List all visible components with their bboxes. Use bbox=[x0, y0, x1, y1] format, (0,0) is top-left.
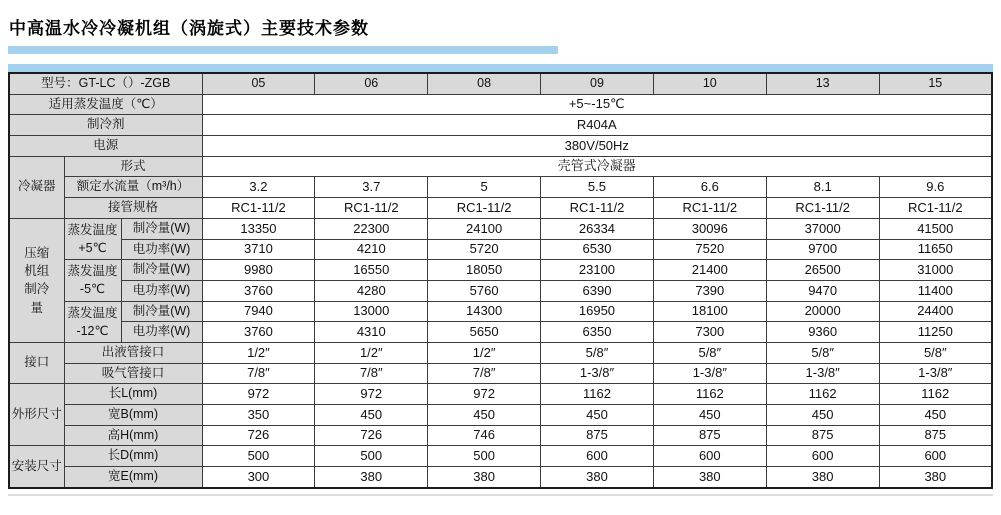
value-cell: 23100 bbox=[541, 260, 654, 281]
value-cell: 380 bbox=[766, 467, 879, 488]
table-row bbox=[9, 280, 992, 301]
value-cell: 11400 bbox=[879, 280, 992, 301]
model-header-cell: 13 bbox=[766, 73, 879, 94]
value-cell: 500 bbox=[428, 446, 541, 467]
value-cell: 972 bbox=[428, 384, 541, 405]
section-label-condenser: 冷凝器 bbox=[9, 156, 64, 218]
value-cell: 500 bbox=[202, 446, 315, 467]
value-cell: 746 bbox=[428, 425, 541, 446]
row-label-suction-pipe: 吸气管接口 bbox=[64, 363, 202, 384]
value-cell: 500 bbox=[315, 446, 428, 467]
value-cell: 11250 bbox=[879, 322, 992, 343]
value-cell: 1162 bbox=[766, 384, 879, 405]
value-cell: RC1-11/2 bbox=[541, 198, 654, 219]
value-cell: 26500 bbox=[766, 260, 879, 281]
table-row bbox=[9, 384, 992, 405]
value-cell: 5650 bbox=[428, 322, 541, 343]
value-cell: 9700 bbox=[766, 239, 879, 260]
value-cell: 37000 bbox=[766, 218, 879, 239]
value-cell: 3.2 bbox=[202, 177, 315, 198]
model-header-cell: 08 bbox=[428, 73, 541, 94]
model-header-cell: 06 bbox=[315, 73, 428, 94]
value-cell: 22300 bbox=[315, 218, 428, 239]
value-cell: 600 bbox=[766, 446, 879, 467]
value-cell: 16550 bbox=[315, 260, 428, 281]
spec-table bbox=[8, 72, 993, 489]
value-cell: 875 bbox=[879, 425, 992, 446]
value-cell: 7300 bbox=[653, 322, 766, 343]
value-cell: 380 bbox=[541, 467, 654, 488]
value-cell: 8.1 bbox=[766, 177, 879, 198]
value-cell: 450 bbox=[879, 405, 992, 426]
value-cell: 11650 bbox=[879, 239, 992, 260]
section-label-compressor-cooling-capacity: 压缩 机组 制冷 量 bbox=[9, 218, 64, 342]
value-cell: 4280 bbox=[315, 280, 428, 301]
page-title: 中高温水冷冷凝机组（涡旋式）主要技术参数 bbox=[9, 19, 369, 38]
value-cell: 5/8″ bbox=[879, 342, 992, 363]
value-cell: 6530 bbox=[541, 239, 654, 260]
row-label-cooling-capacity: 制冷量(W) bbox=[121, 301, 202, 322]
value-cell: 4210 bbox=[315, 239, 428, 260]
value-cell: 7/8″ bbox=[428, 363, 541, 384]
row-label-evap-minus5: 蒸发温度 -5℃ bbox=[64, 260, 121, 301]
value-cell: 20000 bbox=[766, 301, 879, 322]
value-cell: 3760 bbox=[202, 280, 315, 301]
value-cell: 21400 bbox=[653, 260, 766, 281]
value-cell: 9470 bbox=[766, 280, 879, 301]
value-cell: 13350 bbox=[202, 218, 315, 239]
value-cell: 18100 bbox=[653, 301, 766, 322]
value-cell: 6350 bbox=[541, 322, 654, 343]
value-cell: 7520 bbox=[653, 239, 766, 260]
value-cell: 7390 bbox=[653, 280, 766, 301]
value-cell: 380 bbox=[315, 467, 428, 488]
value-cell: 1162 bbox=[541, 384, 654, 405]
row-label-power-supply: 电源 bbox=[9, 136, 202, 157]
value-cell: 14300 bbox=[428, 301, 541, 322]
value-cell: 1/2″ bbox=[315, 342, 428, 363]
table-row bbox=[9, 136, 992, 157]
value-cell: 300 bbox=[202, 467, 315, 488]
value-cell: 5.5 bbox=[541, 177, 654, 198]
model-series-label-cell: 型号：GT-LC（）-ZGB bbox=[9, 73, 202, 94]
table-row bbox=[9, 405, 992, 426]
row-label-condenser-type: 形式 bbox=[64, 156, 202, 177]
row-label-refrigerant: 制冷剂 bbox=[9, 115, 202, 136]
row-label-electric-power: 电功率(W) bbox=[121, 239, 202, 260]
row-label-height-h: 高H(mm) bbox=[64, 425, 202, 446]
value-cell: 24100 bbox=[428, 218, 541, 239]
value-cell: 972 bbox=[202, 384, 315, 405]
row-label-electric-power: 电功率(W) bbox=[121, 280, 202, 301]
row-label-liquid-outlet: 出液管接口 bbox=[64, 342, 202, 363]
table-row bbox=[9, 239, 992, 260]
table-top-accent-bar bbox=[8, 64, 993, 72]
value-cell: 1-3/8″ bbox=[766, 363, 879, 384]
value-cell: 16950 bbox=[541, 301, 654, 322]
table-row bbox=[9, 363, 992, 384]
value-cell: RC1-11/2 bbox=[315, 198, 428, 219]
value-cell: 5 bbox=[428, 177, 541, 198]
value-cell: 1162 bbox=[653, 384, 766, 405]
table-row bbox=[9, 94, 992, 115]
table-row bbox=[9, 177, 992, 198]
value-condenser-type: 壳管式冷凝器 bbox=[202, 156, 992, 177]
value-cell: 726 bbox=[315, 425, 428, 446]
value-cell: 7/8″ bbox=[315, 363, 428, 384]
value-cell: 450 bbox=[315, 405, 428, 426]
row-label-width-b: 宽B(mm) bbox=[64, 405, 202, 426]
value-cell: RC1-11/2 bbox=[766, 198, 879, 219]
value-cell: 1-3/8″ bbox=[541, 363, 654, 384]
value-cell: 9.6 bbox=[879, 177, 992, 198]
value-cell: 600 bbox=[653, 446, 766, 467]
value-cell: 5/8″ bbox=[541, 342, 654, 363]
model-header-cell: 05 bbox=[202, 73, 315, 94]
table-row bbox=[9, 198, 992, 219]
value-power-supply: 380V/50Hz bbox=[202, 136, 992, 157]
table-row bbox=[9, 425, 992, 446]
row-label-length-d: 长D(mm) bbox=[64, 446, 202, 467]
value-cell: 600 bbox=[879, 446, 992, 467]
title-underline-bar bbox=[8, 46, 558, 54]
row-label-length-l: 长L(mm) bbox=[64, 384, 202, 405]
value-cell: RC1-11/2 bbox=[428, 198, 541, 219]
value-evap-temp-range: +5~-15℃ bbox=[202, 94, 992, 115]
value-cell: 875 bbox=[541, 425, 654, 446]
table-row bbox=[9, 342, 992, 363]
value-cell: 1/2″ bbox=[202, 342, 315, 363]
value-cell: 726 bbox=[202, 425, 315, 446]
value-cell: 5760 bbox=[428, 280, 541, 301]
row-label-evap-plus5: 蒸发温度 +5℃ bbox=[64, 218, 121, 259]
value-cell: 450 bbox=[428, 405, 541, 426]
value-cell: 3760 bbox=[202, 322, 315, 343]
value-cell: 972 bbox=[315, 384, 428, 405]
value-cell: 13000 bbox=[315, 301, 428, 322]
value-cell: 3.7 bbox=[315, 177, 428, 198]
value-cell: 3710 bbox=[202, 239, 315, 260]
value-cell: 350 bbox=[202, 405, 315, 426]
value-cell: 31000 bbox=[879, 260, 992, 281]
table-row bbox=[9, 322, 992, 343]
value-cell: 450 bbox=[541, 405, 654, 426]
value-cell: 26334 bbox=[541, 218, 654, 239]
value-cell: 875 bbox=[653, 425, 766, 446]
value-cell: 600 bbox=[541, 446, 654, 467]
value-cell: 9360 bbox=[766, 322, 879, 343]
table-row bbox=[9, 73, 992, 94]
section-label-connections: 接口 bbox=[9, 342, 64, 383]
value-cell: 30096 bbox=[653, 218, 766, 239]
value-cell: 7/8″ bbox=[202, 363, 315, 384]
row-label-evap-minus12: 蒸发温度 -12℃ bbox=[64, 301, 121, 342]
table-bottom-shadow bbox=[8, 494, 993, 496]
row-label-pipe-spec: 接管规格 bbox=[64, 198, 202, 219]
row-label-evap-temp-range: 适用蒸发温度（℃） bbox=[9, 94, 202, 115]
value-cell: RC1-11/2 bbox=[653, 198, 766, 219]
value-cell: 18050 bbox=[428, 260, 541, 281]
table-row bbox=[9, 156, 992, 177]
value-cell: 380 bbox=[428, 467, 541, 488]
value-cell: 450 bbox=[766, 405, 879, 426]
section-label-installation-dimensions: 安装尺寸 bbox=[9, 446, 64, 488]
value-cell: 1162 bbox=[879, 384, 992, 405]
value-cell: RC1-11/2 bbox=[202, 198, 315, 219]
value-cell: 5/8″ bbox=[766, 342, 879, 363]
value-cell: 1-3/8″ bbox=[879, 363, 992, 384]
value-cell: 41500 bbox=[879, 218, 992, 239]
row-label-cooling-capacity: 制冷量(W) bbox=[121, 260, 202, 281]
model-header-cell: 15 bbox=[879, 73, 992, 94]
table-row bbox=[9, 467, 992, 488]
table-row bbox=[9, 260, 992, 281]
value-refrigerant: R404A bbox=[202, 115, 992, 136]
value-cell: 1/2″ bbox=[428, 342, 541, 363]
value-cell: 380 bbox=[653, 467, 766, 488]
value-cell: RC1-11/2 bbox=[879, 198, 992, 219]
value-cell: 6.6 bbox=[653, 177, 766, 198]
value-cell: 1-3/8″ bbox=[653, 363, 766, 384]
value-cell: 380 bbox=[879, 467, 992, 488]
value-cell: 5720 bbox=[428, 239, 541, 260]
model-header-cell: 10 bbox=[653, 73, 766, 94]
row-label-width-e: 宽E(mm) bbox=[64, 467, 202, 488]
spec-table-body bbox=[9, 73, 992, 488]
value-cell: 6390 bbox=[541, 280, 654, 301]
value-cell: 450 bbox=[653, 405, 766, 426]
section-label-outer-dimensions: 外形尺寸 bbox=[9, 384, 64, 446]
value-cell: 24400 bbox=[879, 301, 992, 322]
value-cell: 7940 bbox=[202, 301, 315, 322]
value-cell: 875 bbox=[766, 425, 879, 446]
row-label-cooling-capacity: 制冷量(W) bbox=[121, 218, 202, 239]
model-header-cell: 09 bbox=[541, 73, 654, 94]
table-row bbox=[9, 301, 992, 322]
table-row bbox=[9, 218, 992, 239]
value-cell: 4310 bbox=[315, 322, 428, 343]
table-row bbox=[9, 446, 992, 467]
table-row bbox=[9, 115, 992, 136]
row-label-rated-water-flow: 额定水流量（m³/h） bbox=[64, 177, 202, 198]
value-cell: 9980 bbox=[202, 260, 315, 281]
value-cell: 5/8″ bbox=[653, 342, 766, 363]
row-label-electric-power: 电功率(W) bbox=[121, 322, 202, 343]
